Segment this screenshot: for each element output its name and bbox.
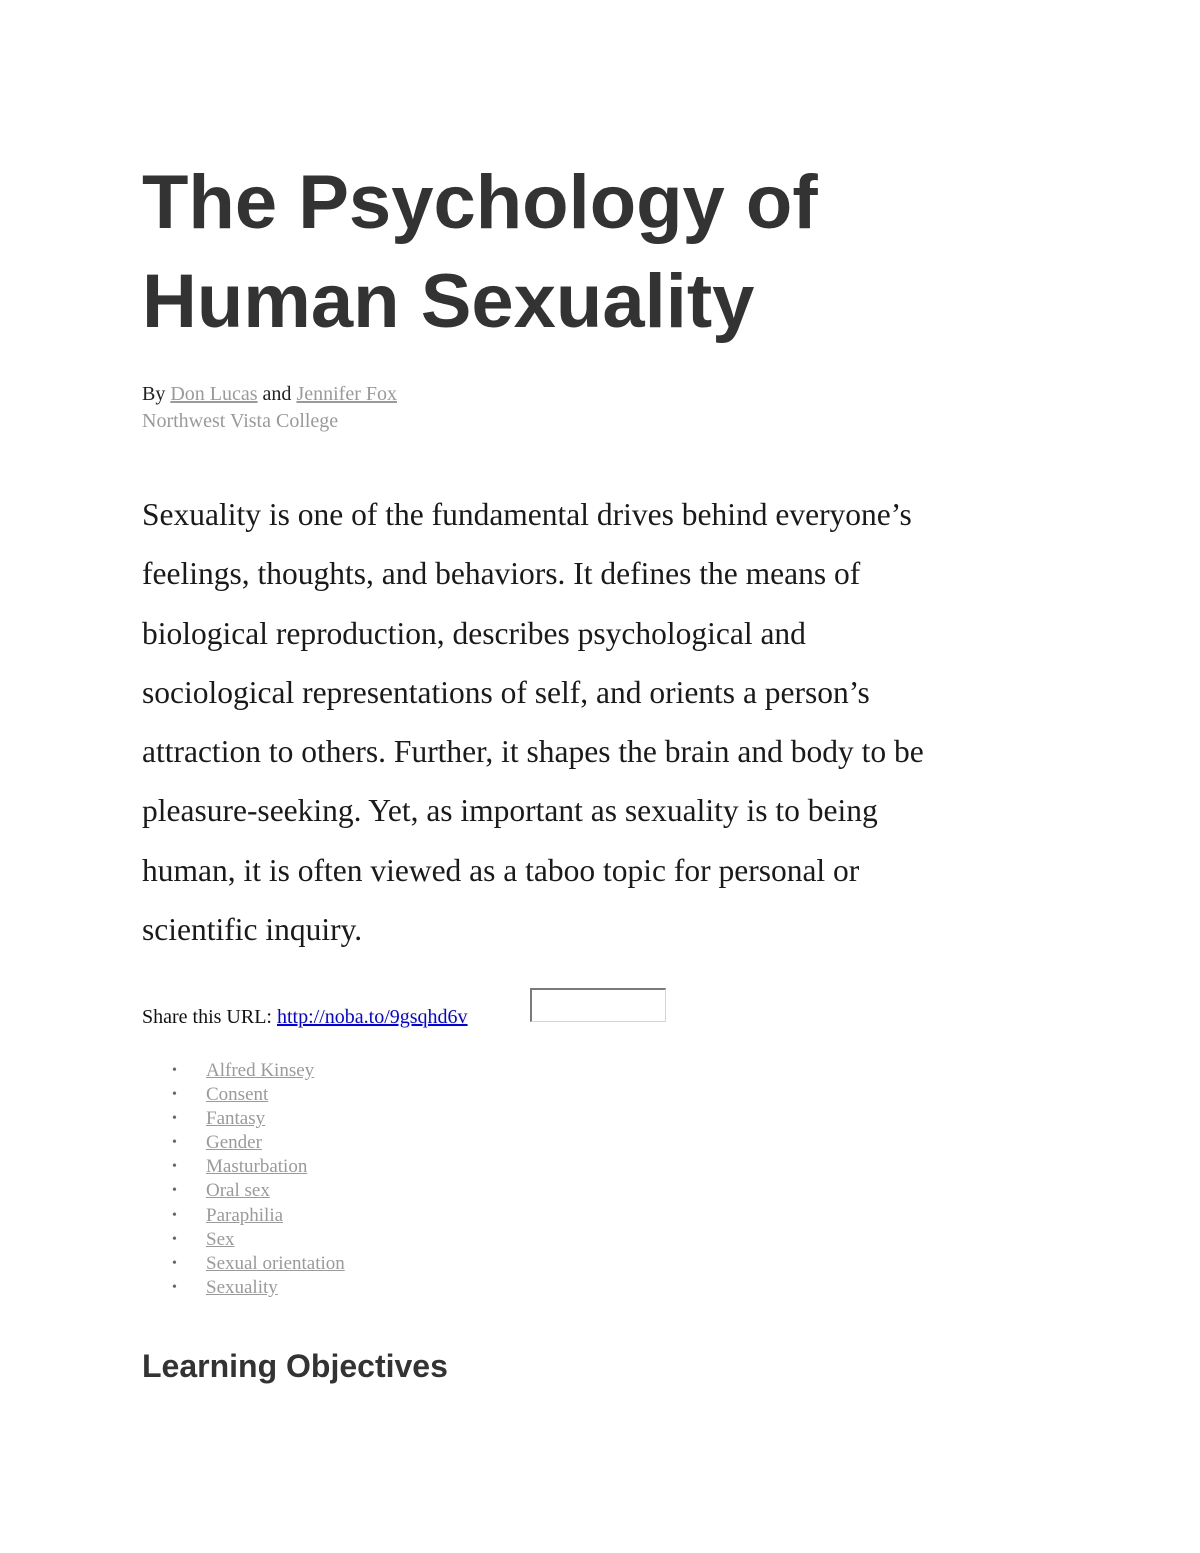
bullet-icon: • (172, 1207, 177, 1223)
share-url-row (142, 1004, 468, 1031)
tag-list-item (0, 1204, 345, 1228)
learning-objectives-heading: Learning Objectives (142, 1348, 448, 1384)
tag-list-item (0, 1228, 345, 1252)
bullet-icon: • (172, 1183, 177, 1199)
bullet-icon: • (172, 1063, 177, 1078)
tag-list-item (0, 1131, 345, 1155)
share-url-label: Share this URL: (142, 1006, 272, 1028)
tag-list-item (0, 1179, 345, 1203)
tag-link-masturbation[interactable]: Masturbation (206, 1156, 308, 1178)
tag-list-item (0, 1155, 345, 1179)
tag-link-paraphilia[interactable]: Paraphilia (206, 1204, 284, 1226)
abstract-line: sociological representations of self, and orients a person’s (142, 674, 870, 710)
share-url-input[interactable] (530, 988, 666, 1022)
title-line-2: Human Sexuality (142, 259, 755, 344)
tag-link-gender[interactable]: Gender (206, 1132, 262, 1154)
author-link-jennifer-fox[interactable]: Jennifer Fox (296, 383, 397, 405)
tag-link-alfred-kinsey[interactable]: Alfred Kinsey (206, 1060, 315, 1081)
byline-conjunction: and (262, 383, 292, 405)
bullet-icon: • (172, 1159, 177, 1175)
tag-list-item (0, 1252, 345, 1276)
abstract-line: biological reproduction, describes psychological and (142, 615, 806, 651)
abstract-line: Sexuality is one of the fundamental drives behind everyone’s (142, 497, 912, 532)
tag-link-sex[interactable]: Sex (206, 1228, 235, 1250)
author-link-don-lucas[interactable]: Don Lucas (170, 383, 258, 405)
abstract-line: pleasure-seeking. Yet, as important as sexuality is to being (142, 793, 878, 829)
tag-link-sexuality[interactable]: Sexuality (206, 1276, 278, 1298)
bullet-icon: • (172, 1279, 177, 1295)
abstract-line: human, it is often viewed as a taboo topic for personal or (142, 852, 860, 888)
tag-list-item (0, 1083, 345, 1107)
tag-link-fantasy[interactable]: Fantasy (206, 1108, 266, 1130)
bullet-icon: • (172, 1087, 177, 1103)
bullet-icon: • (172, 1135, 177, 1151)
bullet-icon: • (172, 1111, 177, 1127)
abstract-line: attraction to others. Further, it shapes the brain and body to be (142, 734, 924, 770)
tag-list (0, 1059, 345, 1300)
abstract-line: scientific inquiry. (142, 912, 363, 948)
abstract-line: feelings, thoughts, and behaviors. It defines the means of (142, 556, 861, 592)
page-title (142, 153, 1042, 351)
bullet-icon: • (172, 1255, 177, 1271)
tag-list-item (0, 1107, 345, 1131)
tag-list-item (0, 1276, 345, 1300)
tag-link-sexual-orientation[interactable]: Sexual orientation (206, 1252, 345, 1274)
share-url-link[interactable]: http://noba.to/9gsqhd6v (277, 1006, 468, 1028)
title-line-1: The Psychology of (142, 160, 818, 245)
byline-prefix: By (142, 383, 166, 405)
byline (142, 381, 397, 408)
institution: Northwest Vista College (142, 410, 339, 432)
tag-link-oral-sex[interactable]: Oral sex (206, 1180, 270, 1202)
bullet-icon: • (172, 1231, 177, 1247)
abstract-paragraph (142, 485, 1042, 959)
tag-link-consent[interactable]: Consent (206, 1084, 269, 1106)
tag-list-item (0, 1059, 345, 1083)
